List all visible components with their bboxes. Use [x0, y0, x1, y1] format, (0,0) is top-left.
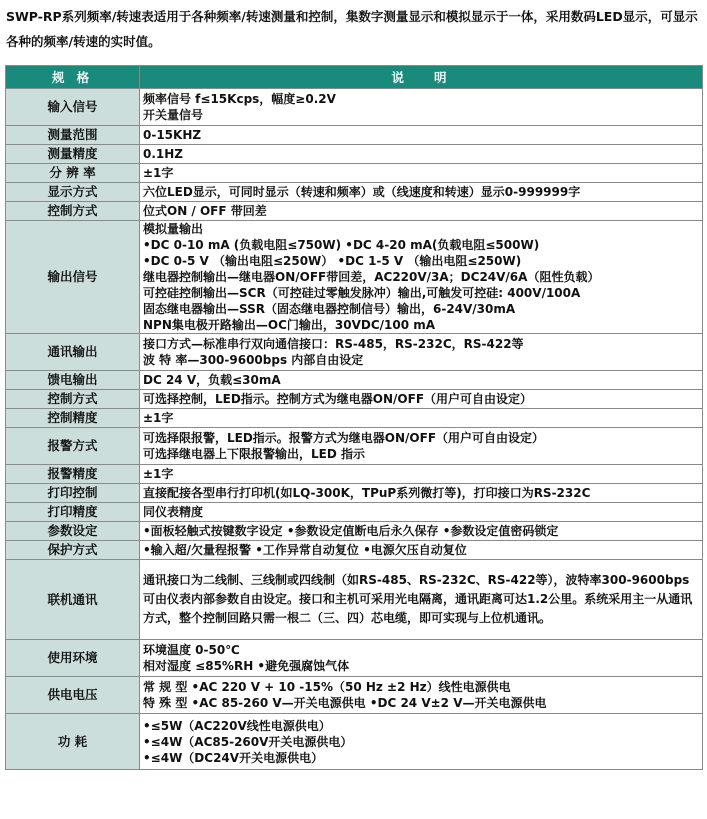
row-value — [140, 522, 703, 541]
row-value — [140, 677, 703, 714]
row-value-line: ±1字 — [143, 467, 174, 481]
table-row — [6, 465, 703, 484]
row-label: 控制精度 — [6, 409, 140, 428]
row-value-line: 位式ON / OFF 带回差 — [143, 204, 267, 218]
row-label: 馈电输出 — [6, 371, 140, 390]
row-value-line: •输入超/欠量程报警 •工作异常自动复位 •电源欠压自动复位 — [143, 543, 467, 557]
row-value — [140, 89, 703, 126]
row-value-line: ±1字 — [143, 166, 174, 180]
row-value — [140, 428, 703, 465]
row-value-line: 直接配接各型串行打印机(如LQ-300K，TPuP系列微打等)，打印接口为RS-232C — [143, 486, 591, 500]
row-value — [140, 126, 703, 145]
row-label: 保护方式 — [6, 541, 140, 560]
table-row — [6, 371, 703, 390]
table-row — [6, 409, 703, 428]
row-label: 输入信号 — [6, 89, 140, 126]
row-value — [140, 334, 703, 371]
row-value-line: •DC 0-10 mA (负载电阻≤750W) •DC 4-20 mA(负载电阻≤500W) — [143, 238, 540, 252]
row-value-paragraph: 通讯接口为二线制、三线制或四线制（如RS-485、RS-232C、RS-422等），波特率300-9600bps可由仪表内部参数自由设定。接口和主机可采用光电隔离，通讯距离可达1.2公里。系统采用主一从通讯方式，整个控制回路只需一根二（三、四）芯电缆，即可实现与上位机通讯。 — [143, 573, 693, 625]
row-value-line: 开关量信号 — [143, 108, 204, 122]
row-value — [140, 560, 703, 640]
header-description-b: 明 — [434, 70, 451, 85]
table-row — [6, 640, 703, 677]
table-row — [6, 560, 703, 640]
row-value-line: 继电器控制输出—继电器ON/OFF带回差，AC220V/3A；DC24V/6A（阻性负载） — [143, 270, 600, 284]
row-value-line: •≤5W（AC220V线性电源供电） — [143, 718, 331, 733]
row-label: 报警精度 — [6, 465, 140, 484]
row-value-line: 模拟量输出 — [143, 222, 204, 236]
row-value-line: 波 特 率—300-9600bps 内部自由设定 — [143, 353, 364, 367]
row-value-line: •≤4W（AC85-260V开关电源供电） — [143, 734, 353, 749]
row-value — [140, 202, 703, 221]
table-row — [6, 145, 703, 164]
row-label: 测量精度 — [6, 145, 140, 164]
row-label: 分 辨 率 — [6, 164, 140, 183]
row-value-line: 可选择继电器上下限报警输出，LED 指示 — [143, 447, 365, 461]
row-value-line: •≤4W（DC24V开关电源供电） — [143, 750, 324, 765]
row-value-line: DC 24 V，负载≤30mA — [143, 373, 281, 387]
table-row — [6, 484, 703, 503]
row-label: 控制方式 — [6, 202, 140, 221]
row-value-line: ±1字 — [143, 411, 174, 425]
row-value-line: 同仪表精度 — [143, 505, 204, 519]
table-row — [6, 126, 703, 145]
row-value — [140, 503, 703, 522]
table-row — [6, 221, 703, 334]
row-value-line: 接口方式—标准串行双向通信接口：RS-485，RS-232C，RS-422等 — [143, 337, 524, 351]
header-spec: 规 格 — [6, 66, 140, 89]
row-label: 供电电压 — [6, 677, 140, 714]
row-value-line: 环境温度 0-50℃ — [143, 643, 240, 657]
table-row — [6, 164, 703, 183]
row-value-line: •面板轻触式按键数字设定 •参数设定值断电后永久保存 •参数设定值密码锁定 — [143, 524, 559, 538]
row-label: 控制方式 — [6, 390, 140, 409]
table-row — [6, 390, 703, 409]
row-label: 功 耗 — [6, 714, 140, 770]
table-row — [6, 428, 703, 465]
row-label: 报警方式 — [6, 428, 140, 465]
row-value-line: 特 殊 型 •AC 85-260 V—开关电源供电 •DC 24 V±2 V—开关电源供电 — [143, 696, 547, 710]
row-value-line: 0.1HZ — [143, 147, 184, 161]
table-row — [6, 503, 703, 522]
row-value — [140, 484, 703, 503]
row-value-line: 可控硅控制输出—SCR（可控硅过零触发脉冲）输出,可触发可控硅: 400V/100A — [143, 286, 581, 300]
row-label: 打印精度 — [6, 503, 140, 522]
row-value-line: 相对湿度 ≤85%RH •避免强腐蚀气体 — [143, 659, 350, 673]
row-label: 打印控制 — [6, 484, 140, 503]
table-row — [6, 89, 703, 126]
spec-table — [5, 65, 703, 770]
row-value-line: 0-15KHZ — [143, 128, 202, 142]
table-row — [6, 714, 703, 770]
table-row — [6, 183, 703, 202]
row-value — [140, 183, 703, 202]
row-value-line: 可选择限报警，LED指示。报警方式为继电器ON/OFF（用户可自由设定） — [143, 431, 545, 445]
row-value-line: 固态继电器输出—SSR（固态继电器控制信号）输出，6-24V/30mA — [143, 302, 516, 316]
table-row — [6, 541, 703, 560]
row-value — [140, 371, 703, 390]
row-label: 参数设定 — [6, 522, 140, 541]
row-value — [140, 145, 703, 164]
row-label: 通讯输出 — [6, 334, 140, 371]
row-value-line: 频率信号 f≤15Kcps，幅度≥0.2V — [143, 92, 336, 106]
row-value-line: 常 规 型 •AC 220 V + 10 -15%（50 Hz ±2 Hz）线性电源供电 — [143, 680, 511, 694]
intro-text: SWP-RP系列频率/转速表适用于各种频率/转速测量和控制，集数字测量显示和模拟显示于一体，采用数码LED显示，可显示各种的频率/转速的实时值。 — [6, 9, 698, 49]
row-value-line: NPN集电极开路输出—OC门输出，30VDC/100 mA — [143, 318, 436, 332]
row-value — [140, 221, 703, 334]
row-value — [140, 409, 703, 428]
spec-table-body — [6, 89, 703, 770]
row-value — [140, 390, 703, 409]
row-label: 使用环境 — [6, 640, 140, 677]
row-value-line: 六位LED显示，可同时显示（转速和频率）或（线速度和转速）显示0-999999字 — [143, 185, 581, 199]
header-description-a: 说 — [391, 70, 408, 85]
table-row — [6, 677, 703, 714]
table-row — [6, 202, 703, 221]
row-value — [140, 465, 703, 484]
row-label: 测量范围 — [6, 126, 140, 145]
row-label: 显示方式 — [6, 183, 140, 202]
row-value-line: •DC 0-5 V （输出电阻≤250W） •DC 1-5 V （输出电阻≤250W) — [143, 254, 522, 268]
row-label: 输出信号 — [6, 221, 140, 334]
row-value-line: 可选择控制，LED指示。控制方式为继电器ON/OFF（用户可自由设定） — [143, 392, 533, 406]
table-header-row — [6, 66, 703, 89]
row-value — [140, 714, 703, 770]
row-value — [140, 541, 703, 560]
table-row — [6, 522, 703, 541]
row-value — [140, 640, 703, 677]
table-row — [6, 334, 703, 371]
header-description — [140, 66, 703, 89]
row-value — [140, 164, 703, 183]
row-label: 联机通讯 — [6, 560, 140, 640]
